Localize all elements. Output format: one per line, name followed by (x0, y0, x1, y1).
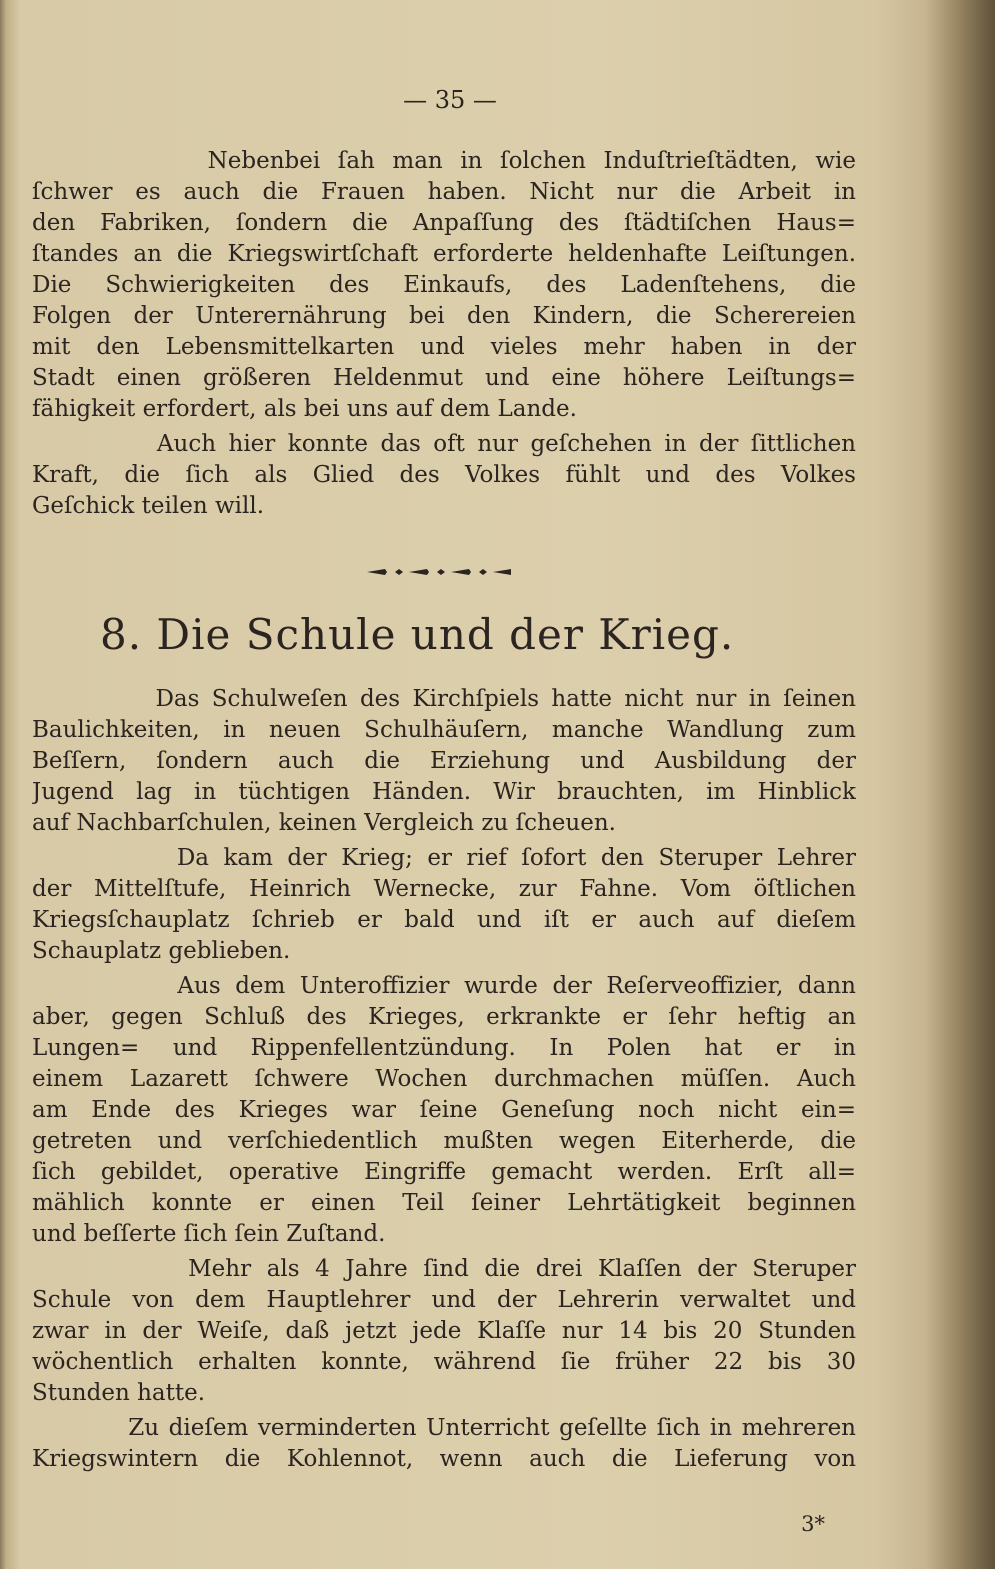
text-line: aber, gegen Schluß des Krieges, erkrankte er ſehr heftig an (32, 1004, 856, 1030)
text-line: Beſſern, ſondern auch die Erziehung und Ausbildung der (32, 748, 856, 774)
text-line: Zu dieſem verminderten Unterricht geſellte ſich in mehreren (32, 1415, 856, 1441)
text-line: Schauplatz geblieben. (32, 938, 291, 964)
text-line: wöchentlich erhalten konnte, während ſie früher 22 bis 30 (32, 1349, 856, 1375)
section-heading: 8. Die Schule und der Krieg. (100, 610, 735, 659)
text-line: mit den Lebensmittelkarten und vieles mehr haben in der (32, 334, 856, 360)
paragraph (32, 1254, 856, 1409)
text-line: Kriegsſchauplatz ſchrieb er bald und iſt er auch auf dieſem (32, 907, 856, 933)
text-line: zwar in der Weiſe, daß jetzt jede Klaſſe nur 14 bis 20 Stunden (32, 1318, 856, 1344)
paragraph (32, 684, 856, 839)
text-line: ſtandes an die Kriegswirtſchaft erforderte heldenhafte Leiſtungen. (32, 241, 856, 267)
text-line: auf Nachbarſchulen, keinen Vergleich zu ſcheuen. (32, 810, 616, 836)
text-line: einem Lazarett ſchwere Wochen durchmachen müſſen. Auch (32, 1066, 856, 1092)
text-line: Lungen= und Rippenfellentzündung. In Polen hat er in (32, 1035, 856, 1061)
ornament-divider (365, 566, 513, 578)
paragraph (32, 843, 856, 967)
paragraph (32, 146, 856, 425)
signature-mark: 3* (801, 1512, 825, 1536)
text-line: Die Schwierigkeiten des Einkaufs, des Ladenſtehens, die (32, 272, 856, 298)
text-line: Stadt einen größeren Heldenmut und eine höhere Leiſtungs= (32, 365, 856, 391)
text-line: Schule von dem Hauptlehrer und der Lehrerin verwaltet und (32, 1287, 856, 1313)
text-block-after-heading (32, 684, 856, 1479)
text-line: Folgen der Unterernährung bei den Kindern, die Scherereien (32, 303, 856, 329)
text-line: Nebenbei ſah man in ſolchen Induſtrieſtädten, wie (32, 148, 856, 174)
paragraph (32, 971, 856, 1250)
text-line: ſich gebildet, operative Eingriffe gemacht werden. Erſt all= (32, 1159, 856, 1185)
text-line: Auch hier konnte das oft nur geſchehen in der ſittlichen (32, 431, 856, 457)
text-line: Jugend lag in tüchtigen Händen. Wir brauchten, im Hinblick (32, 779, 856, 805)
text-line: Das Schulweſen des Kirchſpiels hatte nicht nur in ſeinen (32, 686, 856, 712)
text-line: Aus dem Unteroffizier wurde der Reſerveoffizier, dann (32, 973, 856, 999)
text-line: mählich konnte er einen Teil ſeiner Lehrtätigkeit beginnen (32, 1190, 856, 1216)
text-line: der Mittelſtufe, Heinrich Wernecke, zur Fahne. Vom öſtlichen (32, 876, 856, 902)
text-line: Stunden hatte. (32, 1380, 206, 1406)
paragraph (32, 429, 856, 522)
text-line: ſchwer es auch die Frauen haben. Nicht nur die Arbeit in (32, 179, 856, 205)
text-line: Kriegswintern die Kohlennot, wenn auch die Lieferung von (32, 1446, 856, 1472)
text-line: den Fabriken, ſondern die Anpaſſung des ſtädtiſchen Haus= (32, 210, 856, 236)
text-block-before-heading (32, 146, 856, 526)
paragraph (32, 1413, 856, 1475)
text-line: Geſchick teilen will. (32, 493, 265, 519)
text-line: fähigkeit erfordert, als bei uns auf dem Lande. (32, 396, 577, 422)
text-line: und beſſerte ſich ſein Zuſtand. (32, 1221, 386, 1247)
text-line: getreten und verſchiedentlich mußten wegen Eiterherde, die (32, 1128, 856, 1154)
text-line: am Ende des Krieges war ſeine Geneſung noch nicht ein= (32, 1097, 856, 1123)
page-number: — 35 — (403, 86, 497, 114)
text-line: Da kam der Krieg; er rief ſofort den Steruper Lehrer (32, 845, 856, 871)
text-line: Kraft, die ſich als Glied des Volkes fühlt und des Volkes (32, 462, 856, 488)
text-line: Mehr als 4 Jahre ſind die drei Klaſſen der Steruper (32, 1256, 856, 1282)
text-line: Baulichkeiten, in neuen Schulhäuſern, manche Wandlung zum (32, 717, 856, 743)
